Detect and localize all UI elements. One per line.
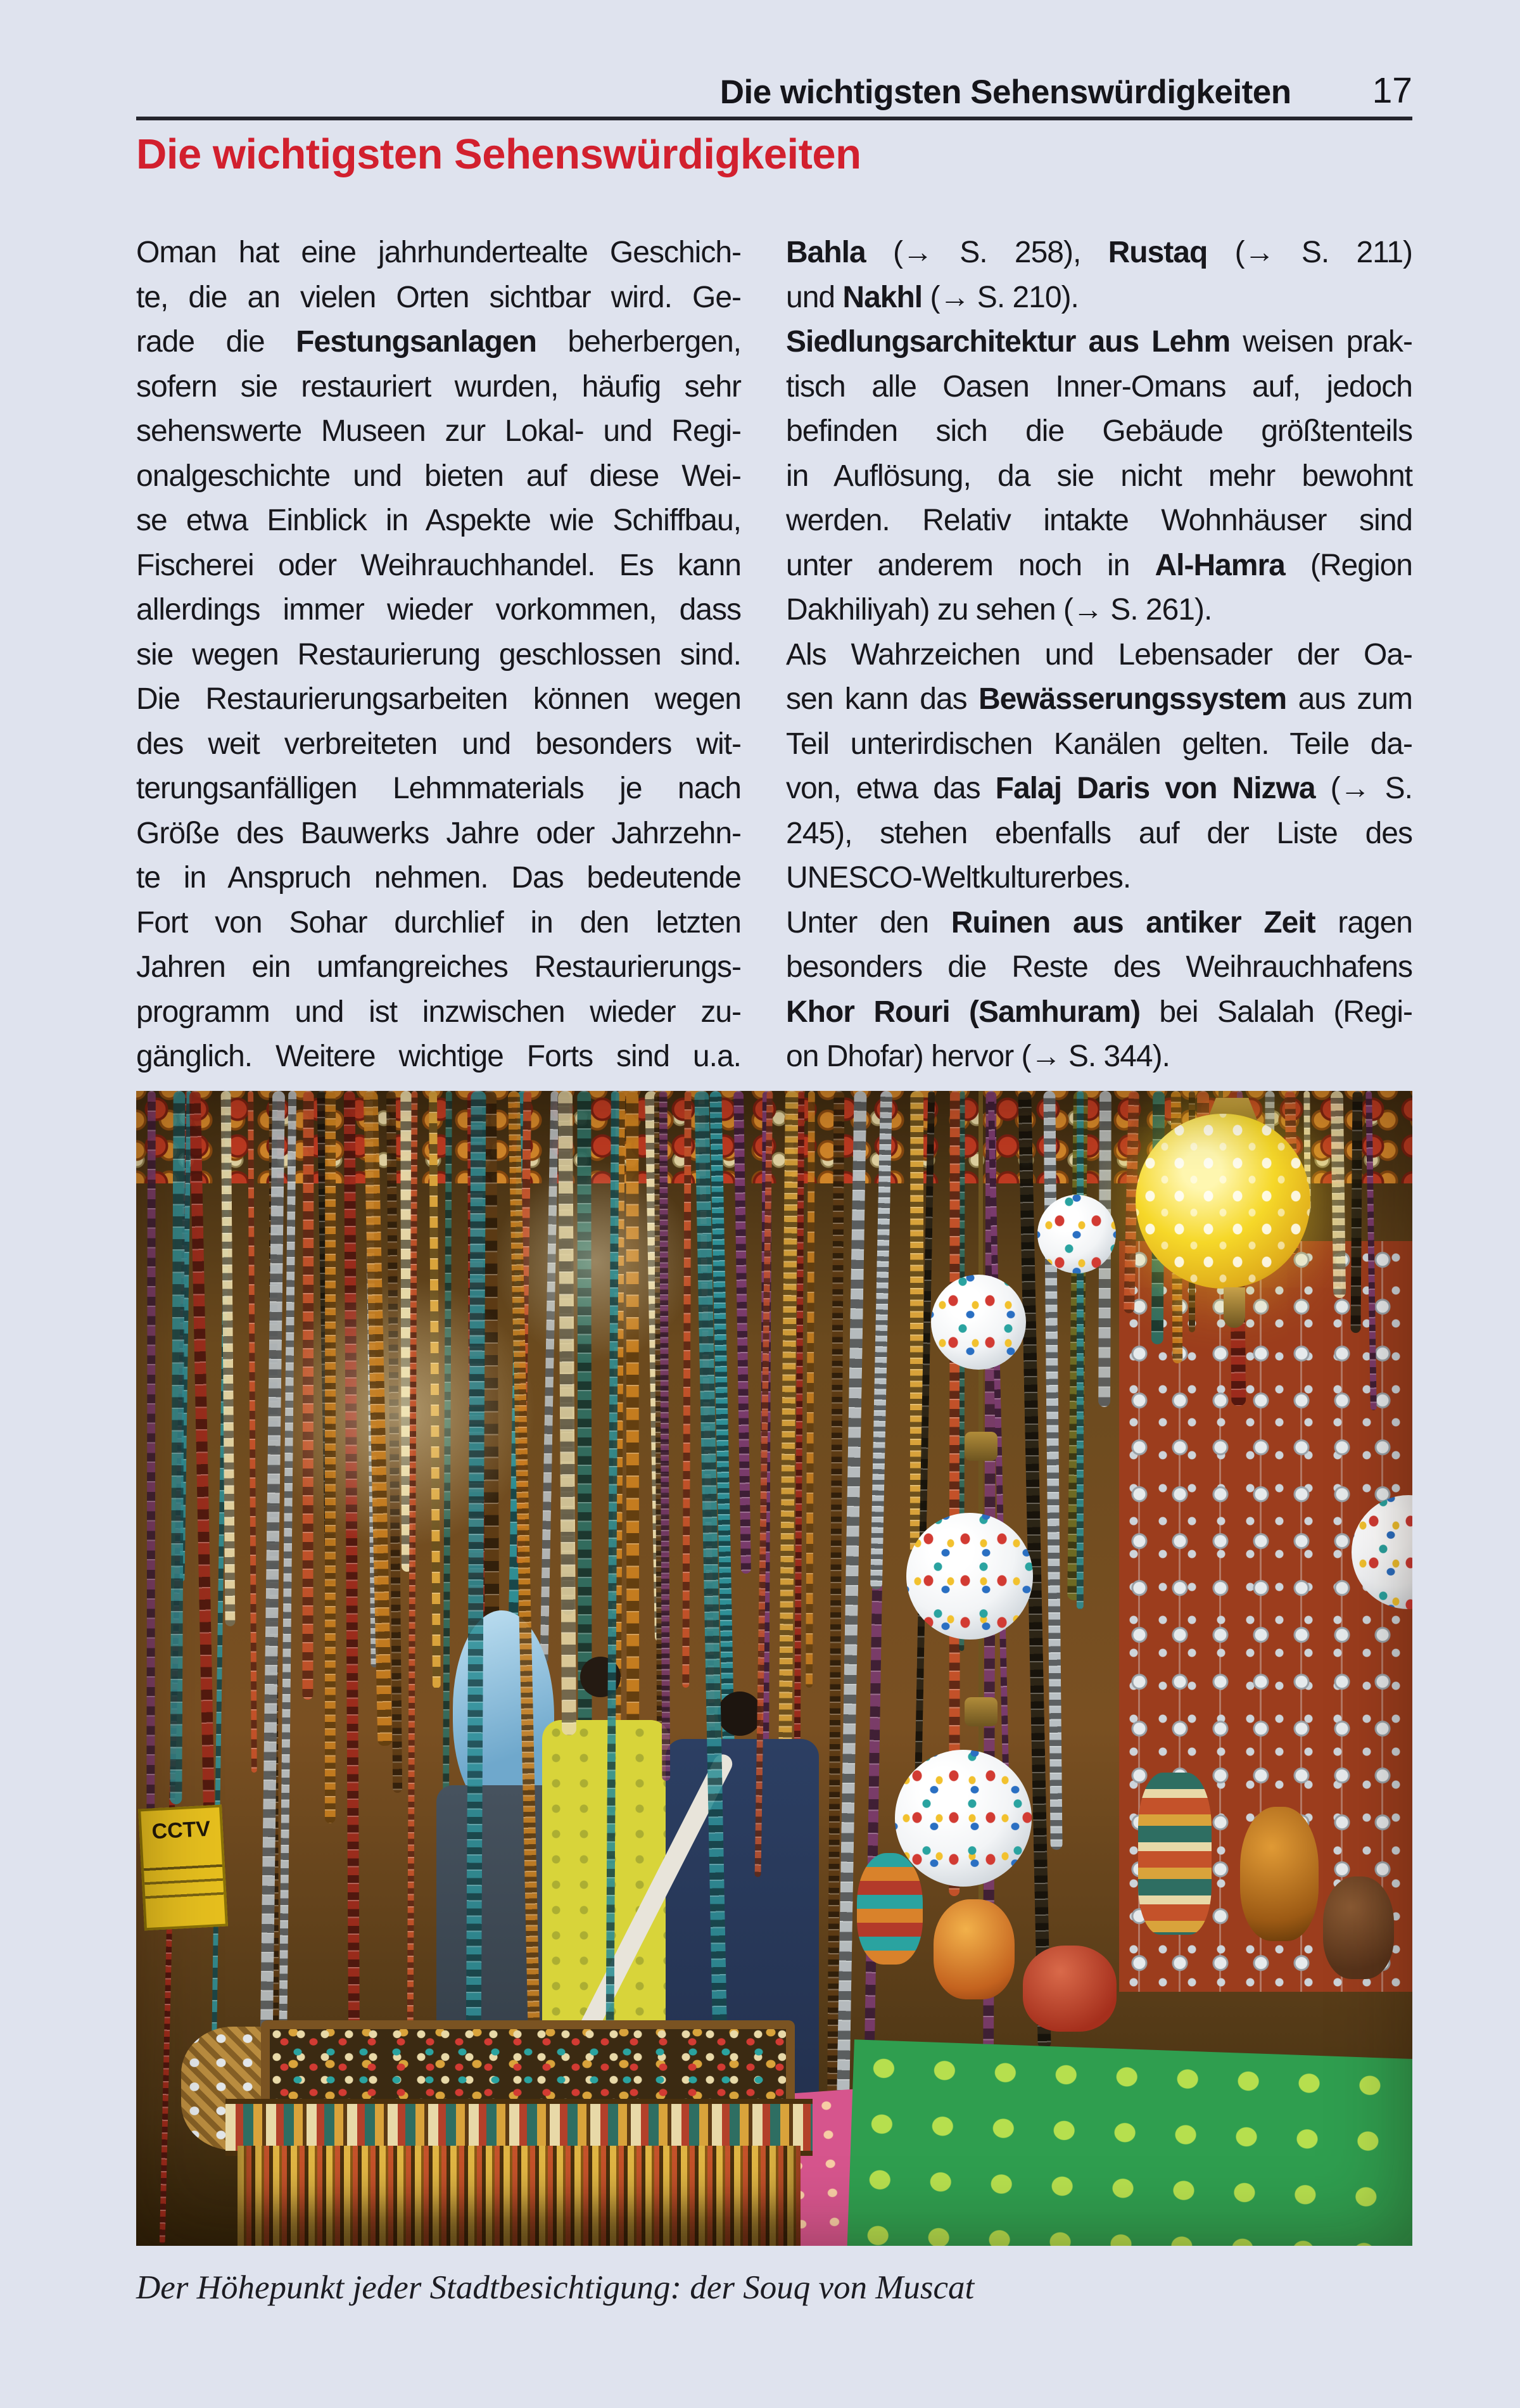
pottery-jar — [1138, 1773, 1212, 1935]
text-line: und Nakhl (→ S. 210). — [786, 280, 1079, 314]
polka-dot-cloth — [847, 2039, 1412, 2246]
brass-collar — [965, 1432, 998, 1461]
text-line: tisch alle Oasen Inner-Omans auf, jedoch — [786, 369, 1412, 404]
text-line: Siedlungsarchitektur aus Lehm weisen prak- — [786, 325, 1412, 359]
article-column-right — [786, 231, 1412, 1080]
text-line: unter anderem noch in Al-Hamra (Region — [786, 548, 1412, 582]
text-line: programm und ist inzwischen wieder zu- — [136, 995, 741, 1029]
text-line: des weit verbreiteten und besonders wit- — [136, 727, 741, 761]
yellow-mosaic-lamp — [1136, 1114, 1310, 1289]
text-line: te in Anspruch nehmen. Das bedeutende — [136, 861, 741, 895]
cctv-sign-label: CCTV — [151, 1816, 212, 1844]
bead-strand — [325, 1091, 336, 1823]
text-line: terungsanfälligen Lehmmaterials je nach — [136, 772, 741, 805]
text-line: sofern sie restauriert wurden, häufig sehr — [136, 369, 741, 404]
text-line: Fischerei oder Weihrauchhandel. Es kann — [136, 548, 741, 582]
white-mosaic-globe — [1037, 1195, 1116, 1273]
text-line: besonders die Reste des Weihrauchhafens — [786, 950, 1412, 984]
text-line: Als Wahrzeichen und Lebensader der Oa- — [786, 637, 1412, 672]
bead-strand — [146, 1091, 156, 1918]
pottery-jar — [934, 1899, 1015, 1999]
text-line: te, die an vielen Orten sichtbar wird. Ge- — [136, 280, 741, 314]
text-line: Größe des Bauwerks Jahre oder Jahrzehn- — [136, 816, 741, 850]
brass-lamp-finial — [1224, 1287, 1245, 1328]
text-line: werden. Relativ intakte Wohnhäuser sind — [786, 504, 1412, 537]
text-line: 245), stehen ebenfalls auf der Liste des — [786, 816, 1412, 850]
text-line: Bahla (→ S. 258), Rustaq (→ S. 211) — [786, 236, 1412, 269]
text-line: onalgeschichte und bieten auf diese Wei- — [136, 459, 741, 493]
pottery-jar — [1023, 1946, 1117, 2032]
text-line: Fort von Sohar durchlief in den letzten — [136, 905, 741, 940]
text-line: Teil unterirdischen Kanälen gelten. Teile da- — [786, 727, 1412, 761]
text-line: befinden sich die Gebäude größtenteils — [786, 414, 1412, 448]
running-title: Die wichtigsten Sehenswürdigkeiten — [719, 73, 1291, 111]
souq-photo — [136, 1091, 1412, 2246]
page-title: Die wichtigsten Sehenswürdigkeiten — [136, 131, 861, 178]
text-line: UNESCO-Weltkulturerbes. — [786, 861, 1131, 895]
pottery-jar — [1323, 1876, 1394, 1979]
text-line: se etwa Einblick in Aspekte wie Schiffbau, — [136, 504, 741, 537]
text-line: Khor Rouri (Samhuram) bei Salalah (Regi- — [786, 995, 1413, 1029]
page-number: 17 — [1372, 70, 1412, 111]
trinket-table — [225, 2067, 813, 2246]
white-mosaic-globe — [931, 1275, 1026, 1370]
text-line: in Auflösung, da sie nicht mehr bewohnt — [786, 459, 1412, 493]
white-mosaic-globe — [895, 1750, 1032, 1887]
text-line: Die Restaurierungsarbeiten können wegen — [136, 682, 741, 716]
bead-strand — [1350, 1091, 1362, 1333]
text-line: on Dhofar) hervor (→ S. 344). — [786, 1040, 1170, 1073]
vendor-head — [718, 1691, 762, 1736]
text-line: Dakhiliyah) zu sehen (→ S. 261). — [786, 593, 1212, 627]
cctv-sign — [138, 1805, 228, 1931]
text-line: Unter den Ruinen aus antiker Zeit ragen — [786, 905, 1412, 940]
text-line: allerdings immer wieder vorkommen, dass — [136, 593, 741, 627]
article-column-left — [136, 231, 741, 1080]
header-rule — [136, 117, 1412, 120]
bead-strand — [303, 1091, 314, 1700]
text-line: sie wegen Restaurierung geschlossen sind. — [136, 637, 741, 672]
white-mosaic-globe — [906, 1513, 1033, 1640]
brass-collar — [965, 1697, 998, 1726]
text-line: rade die Festungsanlagen beherbergen, — [136, 325, 741, 359]
photo-caption: Der Höhepunkt jeder Stadtbesichtigung: der Souq von Muscat — [136, 2269, 975, 2306]
text-line: sehenswerte Museen zur Lokal- und Regi- — [136, 414, 741, 448]
text-line: von, etwa das Falaj Daris von Nizwa (→ S. — [786, 772, 1413, 805]
bead-fringe — [238, 2146, 801, 2246]
pottery-jar — [1240, 1807, 1319, 1941]
text-line: sen kann das Bewässerungssystem aus zum — [786, 682, 1413, 716]
text-line: gänglich. Weitere wichtige Forts sind u.a. — [136, 1040, 741, 1073]
bead-strand — [1077, 1091, 1084, 1609]
running-head — [136, 71, 1412, 111]
text-line: Oman hat eine jahrhundertealte Geschich- — [136, 236, 741, 269]
text-line: Jahren ein umfangreiches Restaurierungs- — [136, 950, 741, 984]
pottery-jar — [857, 1853, 923, 1965]
